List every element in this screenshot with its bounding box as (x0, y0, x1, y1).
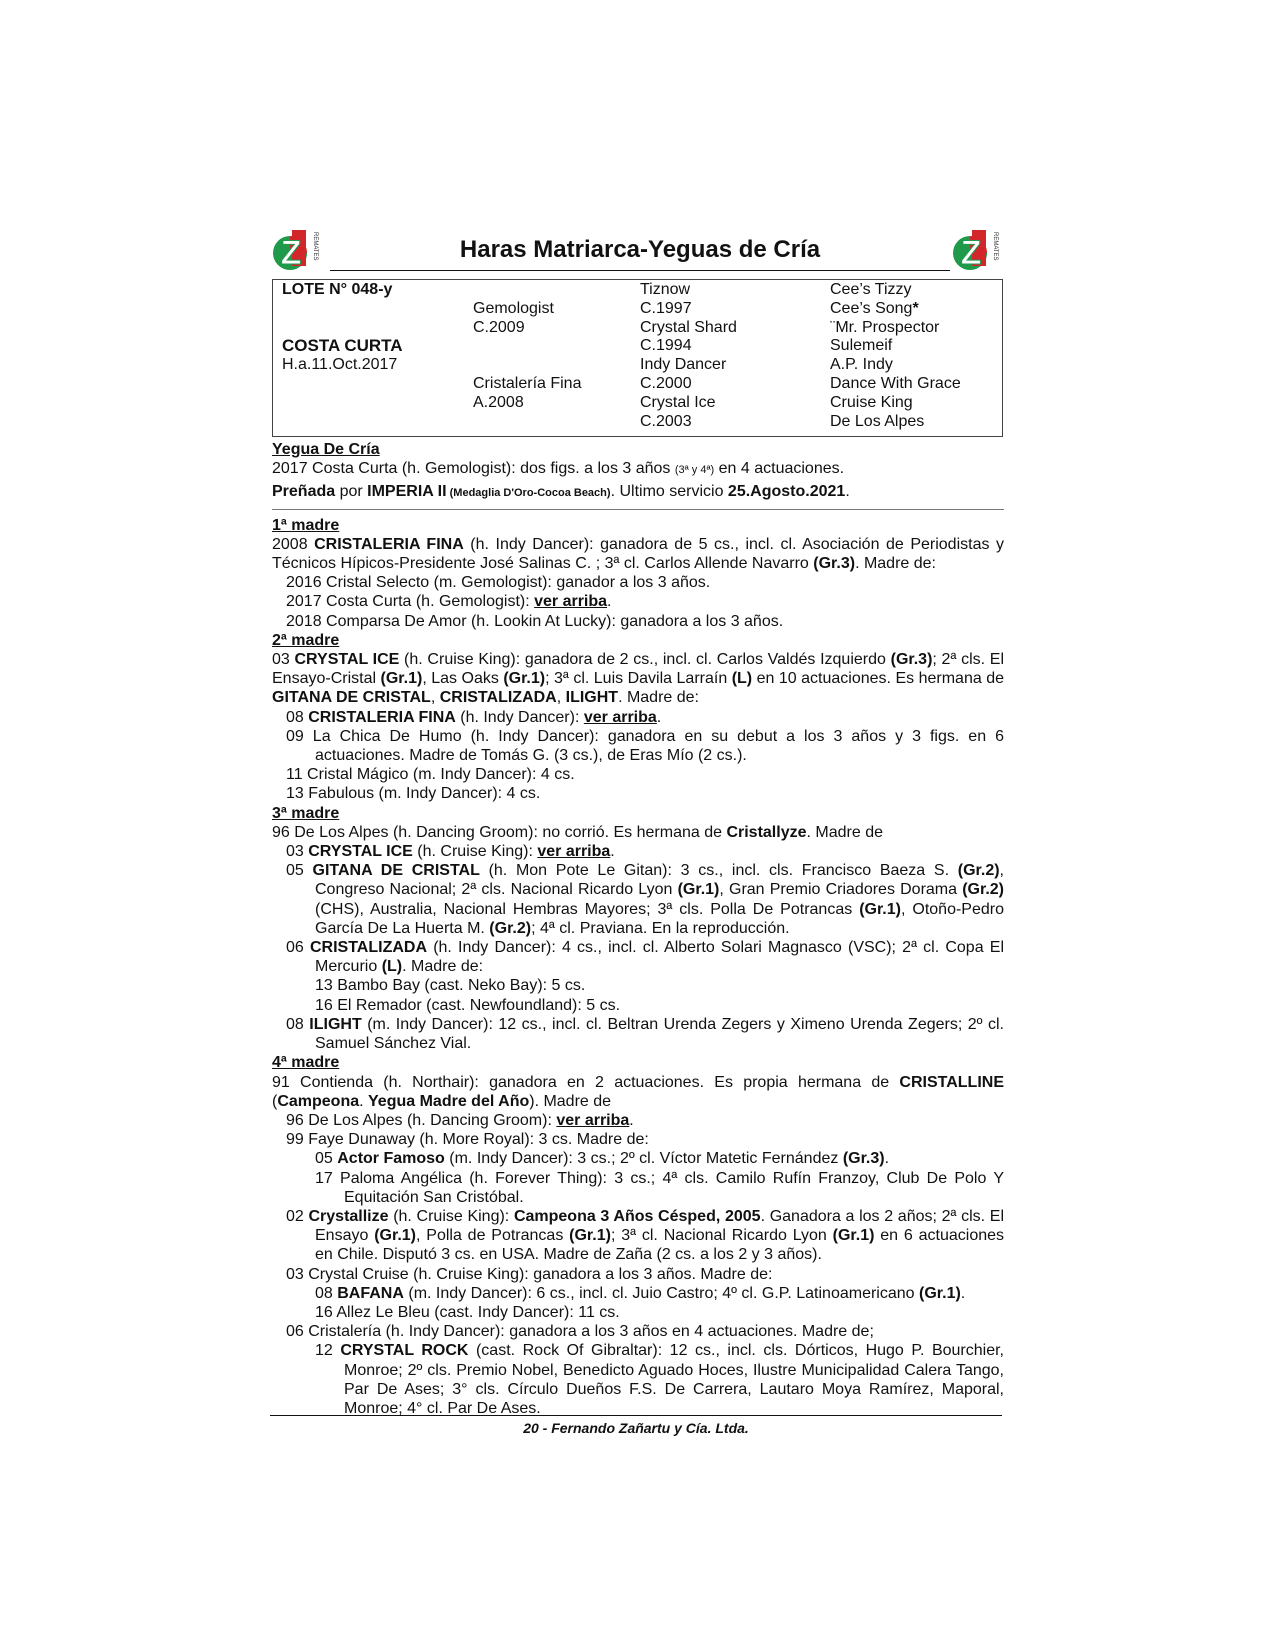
offspring-entry: 2018 Comparsa De Amor (h. Lookin At Lucky): ganadora a los 3 años. (286, 612, 784, 630)
dam-name: Cristalería Fina (473, 375, 582, 392)
offspring-entry: 2017 Costa Curta (h. Gemologist): ver arriba. (286, 593, 612, 611)
grand-offspring-entry: 08 BAFANA (m. Indy Dancer): 6 cs., incl. cl. Juio Castro; 4º cl. G.P. Latinoamericano (Gr.1). (315, 1284, 966, 1302)
grandparent-cell: C.2003 (640, 413, 692, 430)
offspring-entry: 96 De Los Alpes (h. Dancing Groom): ver arriba. (286, 1111, 634, 1129)
logo-word: REMATES (312, 232, 318, 261)
grandparent-cell: Indy Dancer (640, 356, 727, 373)
ver-arriba-link: ver arriba (537, 843, 611, 861)
dam-year: A.2008 (473, 394, 524, 411)
grandparent-cell: Tiznow (640, 281, 691, 298)
offspring-entry: 11 Cristal Mágico (m. Indy Dancer): 4 cs. (286, 766, 575, 784)
section-heading-madre-3: 3ª madre (272, 804, 340, 822)
section-heading-madre-4: 4ª madre (272, 1054, 340, 1072)
grandparent-cell: C.1994 (640, 337, 692, 354)
horse-info: H.a.11.Oct.2017 (282, 356, 398, 373)
yegua-line: 2017 Costa Curta (h. Gemologist): dos figs. a los 3 años (3ª y 4ª) en 4 actuaciones. (272, 460, 845, 478)
ver-arriba-link: ver arriba (534, 593, 608, 611)
logo-letter: Z (280, 234, 302, 272)
grandparent-cell: Crystal Ice (640, 394, 716, 411)
great-grandparent-cell: Dance With Grace (830, 375, 961, 392)
great-grandparent-name: Cee’s Song (830, 300, 913, 317)
grandparent-cell: Crystal Shard (640, 319, 737, 336)
page-footer: 20 - Fernando Zañartu y Cía. Ltda. (523, 1420, 749, 1436)
offspring-entry: 99 Faye Dunaway (h. More Royal): 3 cs. Madre de: (286, 1131, 649, 1149)
zanartu-logo-right (950, 226, 1000, 276)
star-marker: * (912, 300, 919, 317)
logo-word: REMATES (992, 232, 998, 261)
offspring-entry: 06 CRISTALIZADA (h. Indy Dancer): 4 cs., incl. cl. Alberto Solari Magnasco (VSC); 2ª cl. Copa El Mercurio (L). Madre de: (286, 939, 1004, 976)
section-heading-yegua: Yegua De Cría (272, 441, 380, 458)
offspring-entry: 05 GITANA DE CRISTAL (h. Mon Pote Le Gitan): 3 cs., incl. cls. Francisco Baeza S. (Gr.2), Congreso Nacional; 2ª cls. Nacional Ricardo Lyon (Gr.1), Gran Premio Criadores Dorama (Gr.2) (CHS), Australia, Nacional Hembras Mayores; 3ª cls. Polla De Potrancas (Gr.1), Otoño-Pedro García De La Huerta M. (Gr.2); 4ª cl. Praviana. En la reproducción. (286, 862, 1005, 937)
dam-paragraph: 2008 CRISTALERIA FINA (h. Indy Dancer): ganadora de 5 cs., incl. cl. Asociación de Periodistas y Técnicos Hípicos-Presidente José Salinas C. ; 3ª cl. Carlos Allende Navarro (Gr.3). Madre de: (272, 535, 1004, 573)
offspring-entry: 02 Crystallize (h. Cruise King): Campeona 3 Años Césped, 2005. Ganadora a los 2 años; 2ª cls. El Ensayo (Gr.1), Polla de Potrancas (Gr.1); 3ª cl. Nacional Ricardo Lyon (Gr.1) en 6 actuaciones en Chile. Disputó 3 cs. en USA. Madre de Zaña (2 cs. a los 2 y 3 años). (286, 1207, 1005, 1264)
offspring-entry: 08 CRISTALERIA FINA (h. Indy Dancer): ver arriba. (286, 708, 662, 726)
offspring-entry: 09 La Chica De Humo (h. Indy Dancer): ganadora en su debut a los 3 años y 3 figs. en 6 actuaciones. Madre de Tomás G. (3 cs.), de Eras Mío (2 cs.). (286, 727, 1004, 765)
offspring-entry: 13 Fabulous (m. Indy Dancer): 4 cs. (286, 785, 541, 803)
offspring-entry: 03 Crystal Cruise (h. Cruise King): ganadora a los 3 años. Madre de: (286, 1265, 773, 1283)
great-grandparent-cell: A.P. Indy (830, 356, 893, 373)
horse-name: COSTA CURTA (282, 336, 403, 355)
great-grandparent-cell: ¨Mr. Prospector (830, 319, 940, 336)
offspring-entry: 06 Cristalería (h. Indy Dancer): ganadora a los 3 años en 4 actuaciones. Madre de; (286, 1323, 874, 1341)
footer-divider (270, 1415, 1002, 1416)
grand-offspring-entry: 12 CRYSTAL ROCK (cast. Rock Of Gibraltar): 12 cs., incl. cls. Dórticos, Hugo P. Bourchier, Monroe; 2º cls. Premio Nobel, Benedicto Aguado Hoces, Ilustre Municipalidad Calera Tango, Par De Ases; 3° cls. Círculo Dueños F.S. De Carrera, Lautaro Moya Ramírez, Maporal, Monroe; 4° cl. Par De Ases. (315, 1342, 1004, 1417)
grand-offspring-entry: 13 Bambo Bay (cast. Neko Bay): 5 cs. (315, 977, 586, 995)
offspring-entry: 03 CRYSTAL ICE (h. Cruise King): ver arriba. (286, 843, 615, 861)
great-grandparent-cell: De Los Alpes (830, 413, 925, 430)
sire-year: C.2009 (473, 319, 525, 336)
logo-letter: Z (960, 234, 982, 272)
grand-offspring-entry: 16 El Remador (cast. Newfoundland): 5 cs. (315, 996, 621, 1014)
offspring-entry: 2016 Cristal Selecto (m. Gemologist): ganador a los 3 años. (286, 574, 711, 592)
section-heading-madre-2: 2ª madre (272, 631, 340, 649)
great-grandparent-cell: Cruise King (830, 394, 913, 411)
great-grandparent-cell: Sulemeif (830, 337, 893, 354)
dam-paragraph: 91 Contienda (h. Northair): ganadora en 2 actuaciones. Es propia hermana de CRISTALLINE (Campeona. Yegua Madre del Año). Madre de (272, 1073, 1004, 1110)
lot-number: LOTE N° 048-y (282, 281, 393, 298)
grandparent-cell: C.2000 (640, 375, 692, 392)
sire-name: Gemologist (473, 300, 554, 317)
zanartu-logo-left (270, 226, 320, 276)
pregnancy-line: Preñada por IMPERIA II (Medaglia D'Oro-Cocoa Beach). Ultimo servicio 25.Agosto.2021. (272, 483, 850, 501)
ver-arriba-link: ver arriba (583, 708, 657, 726)
grandparent-cell: C.1997 (640, 300, 692, 317)
dam-paragraph: 03 CRYSTAL ICE (h. Cruise King): ganadora de 2 cs., incl. cl. Carlos Valdés Izquierdo (Gr.3); 2ª cls. El Ensayo-Cristal (Gr.1), Las Oaks (Gr.1); 3ª cl. Luis Davila Larraín (L) en 10 actuaciones. Es hermana de GITANA DE CRISTAL, CRISTALIZADA, ILIGHT. Madre de: (272, 651, 1005, 707)
ver-arriba-link: ver arriba (556, 1111, 630, 1129)
great-grandparent-cell (830, 299, 919, 318)
page-title: Haras Matriarca-Yeguas de Cría (330, 232, 950, 271)
grand-offspring-entry: 05 Actor Famoso (m. Indy Dancer): 3 cs.; 2º cl. Víctor Matetic Fernández (Gr.3). (315, 1150, 890, 1168)
offspring-entry: 08 ILIGHT (m. Indy Dancer): 12 cs., incl. cl. Beltran Urenda Zegers y Ximeno Urenda Zegers; 2º cl. Samuel Sánchez Vial. (286, 1015, 1005, 1053)
grand-offspring-entry: 16 Allez Le Bleu (cast. Indy Dancer): 11 cs. (315, 1303, 620, 1321)
dam-paragraph: 96 De Los Alpes (h. Dancing Groom): no corrió. Es hermana de Cristallyze. Madre de (272, 823, 883, 841)
section-heading-madre-1: 1ª madre (272, 516, 340, 534)
grand-offspring-entry: 17 Paloma Angélica (h. Forever Thing): 3 cs.; 4ª cls. Camilo Rufín Franzoy, Club De Polo Y Equitación San Cristóbal. (315, 1169, 1004, 1206)
divider (272, 509, 1004, 510)
pedigree-table (272, 279, 1003, 437)
catalog-content (272, 440, 1004, 1418)
great-grandparent-cell: Cee’s Tizzy (830, 281, 912, 298)
